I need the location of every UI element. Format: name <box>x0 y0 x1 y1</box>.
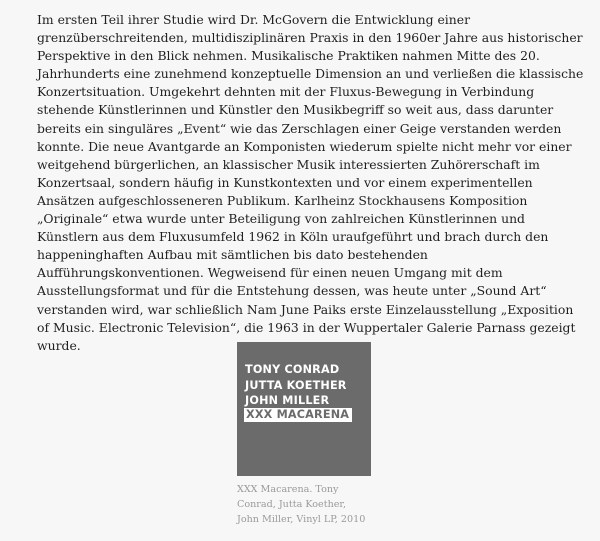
article-body <box>37 11 587 355</box>
album-cover-image <box>237 342 371 476</box>
caption-line: John Miller, Vinyl LP, 2010 <box>237 513 366 525</box>
caption-line: XXX Macarena. Tony <box>237 484 339 495</box>
figure-caption <box>237 483 377 527</box>
album-cover-artist: TONY CONRAD <box>245 363 340 376</box>
article-paragraph: Im ersten Teil ihrer Studie wird Dr. McGovern die Entwicklung einer grenzüberschreitenden, multidisziplinären Praxis in den 1960er Jahre aus historischer Perspektive in den Blick nehmen. Musikalische Praktiken nahmen Mitte des 20. Jahrhunderts eine zunehmend konzeptuelle Dimension an und verließen die klassische Konzertsituation. Umgekehrt dehnten mit der Fluxus-Bewegung in Verbindung stehende Künstlerinnen und Künstler den Musikbegriff so weit aus, dass darunter bereits ein singuläres „Event“ wie das Zerschlagen einer Geige verstanden werden konnte. Die neue Avantgarde an Komponisten wiederum spielte nicht mehr vor einer weitgehend bürgerlichen, an klassischer Musik interessierten Zuhörerschaft im Konzertsaal, sondern häufig in Kunstkontexten und vor einem experimentellen Ansätzen aufgeschlosseneren Publikum. Karlheinz Stockhausens Komposition „Originale“ etwa wurde unter Beteiligung von zahlreichen Künstlerinnen und Künstlern aus dem Fluxusumfeld 1962 in Köln uraufgeführt und brach durch den happeninghaften Aufbau mit sämtlichen bis dato bestehenden Aufführungskonventionen. Wegweisend für einen neuen Umgang mit dem Ausstellungsformat und für die Entstehung dessen, was heute unter „Sound Art“ verstanden wird, war schließlich Nam June Paiks erste Einzelausstellung „Exposition of Music. Electronic Television“, die 1963 in der Wuppertaler Galerie Parnass gezeigt wurde. <box>37 12 584 353</box>
album-cover-artist: JUTTA KOETHER <box>245 378 347 392</box>
album-cover-artists <box>245 362 347 409</box>
album-figure <box>237 342 377 527</box>
caption-line: Conrad, Jutta Koether, <box>237 498 347 510</box>
album-cover-artist: JOHN MILLER <box>245 394 330 407</box>
album-cover-title: XXX MACARENA <box>244 408 352 422</box>
